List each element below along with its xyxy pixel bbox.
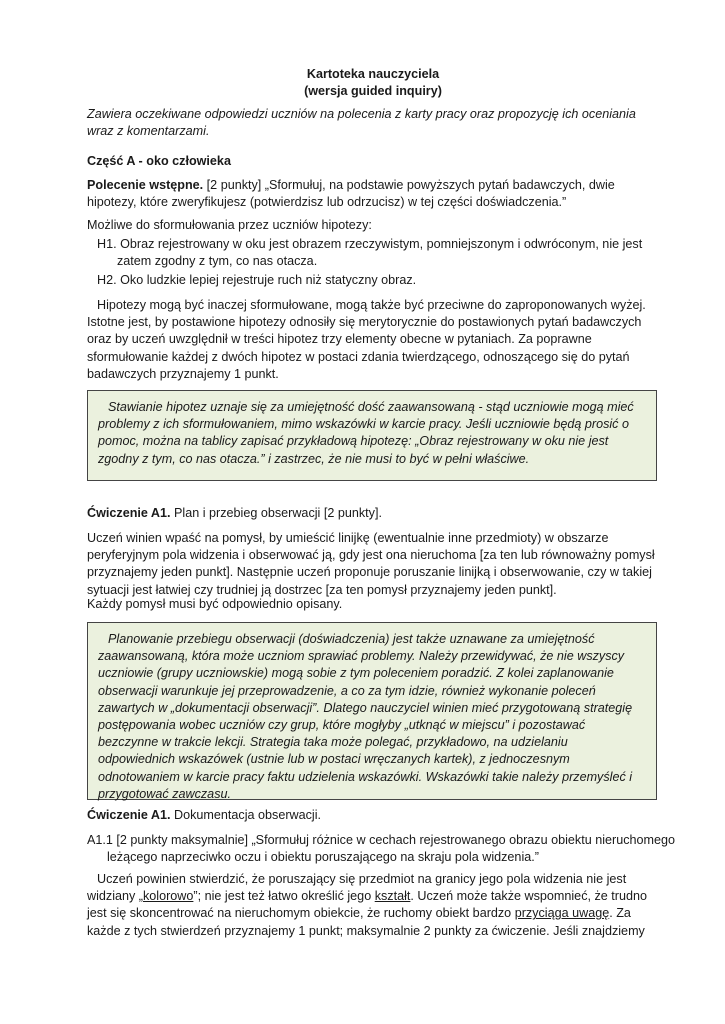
teacher-note-2-text: Planowanie przebiegu obserwacji (doświadczenia) jest także uznawane za umiejętność zaawansowaną, która może uczniom sprawiać problemy. Należy przewidywać, że nie wszyscy uczniowie (grupy uczniowskie) mogą sobie z tym poleceniem poradzić. Z kolei zaplanowanie obserwacji warunkuje jej przeprowadzenie, a co za tym idzie, również wykonanie poleceń zawartych w „dokumentacji obserwacji”. Dlatego nauczyciel winien mieć przygotowaną strategię postępowania wobec uczniów czy grup, które mogłyby „utknąć w miejscu” i pozostawać bezczynne w trakcie lekcji. Strategia taka może polegać, przykładowo, na udzielaniu odpowiednich wskazówek (ustnie lub w postaci wręczanych kartek), z jednoczesnym odnotowaniem w karcie pracy faktu udzielenia wskazówki. Wskazówki takie należy przemyśleć i przygotować zawczasu. (98, 632, 633, 801)
task-a1-1-answer (87, 871, 659, 940)
exercise-a1-note: Każdy pomysł musi być odpowiednio opisany. (87, 597, 343, 611)
teacher-note-1-text: Stawianie hipotez uznaje się za umiejętność dość zaawansowaną - stąd uczniowie mogą mieć problemy z ich sformułowaniem, mimo wskazówki w karcie pracy. Jeśli uczniowie będą prosić o pomoc, można na tablicy zapisać przykładową hipotezę: „Obraz rejestrowany w oku nie jest zgodny z tym, co nas otacza.” i zastrzec, że nie musi to być w pełni właściwe. (98, 400, 634, 466)
title-line-1: Kartoteka nauczyciela (306, 67, 440, 81)
answer-underline-attention: przyciąga uwagę (514, 906, 610, 921)
intro-task-text: [2 punkty] „Sformułuj, na podstawie powyższych pytań badawczych, dwie hipotezy, które zweryfikujesz (potwierdzisz lub odrzucisz) w tej części doświadczenia.” (87, 178, 615, 210)
task-a1-1: A1.1 [2 punkty maksymalnie] „Sformułuj różnice w cechach rejestrowanego obrazu obiektu nieruchomego leżącego naprzeciwko oczu i obiektu poruszającego na skraju pola widzenia.” (87, 833, 676, 865)
intro-task-label: Polecenie wstępne. (87, 178, 204, 192)
exercise-a1-heading (87, 505, 659, 522)
answer-part-3: . Uczeń może także wspomnieć, że trudno jest się skoncentrować na nieruchomym obiekcie, że ruchomy obiekt bardzo (87, 889, 647, 921)
answer-part-4: . Za każde z tych stwierdzeń przyznajemy 1 punkt; maksymalnie 2 punkty za ćwiczenie. Jeśli znajdziemy (87, 906, 645, 938)
intro-text: Zawiera oczekiwane odpowiedzi uczniów na polecenia z karty pracy oraz propozycję ich oceniania wraz z komentarzami. (87, 107, 636, 139)
hypotheses-paragraph: Hipotezy mogą być inaczej sformułowane, mogą także być przeciwne do zaproponowanych wyżej. Istotne jest, by postawione hipotezy odnosiły się merytorycznie do postawionych pytań badawczych oraz by uczeń uwzględnił w treści hipotez trzy elementy obecne w pytaniach. Za poprawne sformułowanie każdej z dwóch hipotez w postaci zdania twierdzącego, odnoszącego się do pytań badawczych przyznajemy 1 punkt. (87, 298, 646, 381)
answer-part-2: ”; nie jest też łatwo określić jego (193, 889, 375, 904)
teacher-note-box-1 (87, 390, 657, 481)
answer-part-1: Uczeń powinien stwierdzić, że poruszający się przedmiot na granicy jego pola widzenia nie jest widziany „ (87, 872, 627, 904)
hypotheses-label: Możliwe do sformułowania przez uczniów hipotezy: (87, 218, 372, 232)
exercise-a1-label: Ćwiczenie A1. (87, 506, 171, 520)
hypothesis-2: H2. Oko ludzkie lepiej rejestruje ruch niż statyczny obraz. (97, 273, 417, 287)
answer-underline-shape: kształt (374, 889, 411, 904)
exercise-a1-paragraph: Uczeń winien wpaść na pomysł, by umieścić linijkę (ewentualnie inne przedmioty) w obszarze peryferyjnym pola widzenia i obserwować ją, gdy jest ona nieruchoma [za ten lub równoważny pomysł przyznajemy jeden punkt]. Następnie uczeń proponuje poruszanie linijką i obserwowanie, czy w takiej sytuacji jest łatwiej czy trudniej ją dostrzec [za ten pomysł przyznajemy jeden punkt]. (87, 531, 655, 597)
hypothesis-1: H1. Obraz rejestrowany w oku jest obrazem rzeczywistym, pomniejszonym i odwróconym, nie jest zatem zgodny z tym, co nas otacza. (97, 237, 643, 269)
exercise-a1-title: Plan i przebieg obserwacji [2 punkty]. (170, 506, 382, 520)
exercise-a1-doc-title: Dokumentacja obserwacji. (170, 808, 322, 822)
document-title (87, 66, 659, 100)
teacher-note-box-2 (87, 622, 657, 800)
part-a-heading: Część A - oko człowieka (87, 154, 231, 168)
intro-task (87, 177, 659, 211)
exercise-a1-doc-heading (87, 807, 659, 824)
title-line-2: (wersja guided inquiry) (304, 84, 442, 99)
answer-underline-colorful: kolorowo (143, 889, 194, 904)
exercise-a1-doc-label: Ćwiczenie A1. (87, 808, 171, 822)
